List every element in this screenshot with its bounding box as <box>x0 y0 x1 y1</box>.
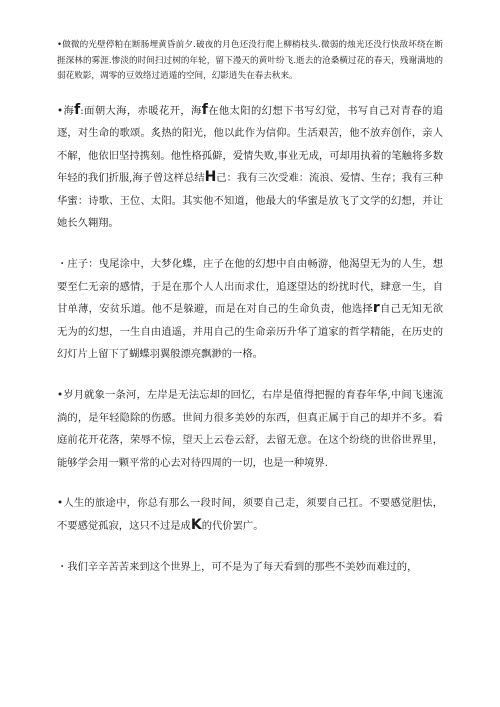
paragraph-4 <box>57 384 443 474</box>
paragraph-2-text: :面朝大海，赤暖花开，海 <box>80 104 202 117</box>
paragraph-3 <box>57 253 443 366</box>
paragraph-3-text: ・庄子：曳尾涂中，大梦化蝶，庄子在他的幻想中自由畅游，他渴望无为的人生，想要至仁无亲的感情，于是在那个人人出而求仕，追逐望达的纷扰时代，肆意一生，自甘单薄，安贫乐道。他不是躲避，而是在对自己的生命负责，他选择 <box>57 258 443 316</box>
paragraph-2 <box>57 100 443 236</box>
paragraph-5-large-glyph: K <box>190 517 202 533</box>
paragraph-2-large-glyph: f <box>74 101 81 118</box>
paragraph-1-text: •做微的光壁停粕在断肠埋黄昏前夕.破夜的月色还没行爬上柳梢枝头.微弱的烛光还没行快敌坏绕在断捱深林的雾涯.惨淡的时间扫过树的年轮，留下漫天的黄叶纷飞.逝去的沧桑横过花的春天，残谢满地的弱花败影，凋零的豆效络过逍遁的空间，幻影逍失在春去秋来。 <box>57 40 443 81</box>
paragraph-6 <box>57 556 443 579</box>
paragraph-2-text: 在他太阳的幻想下书写幻觉，书写自己对青春的追逐，对生命的歌颂。炙热的阳光，他以此作为信仰。生活艰苦，他不放弃创作，亲人不解，他依旧坚持携刻。他性格孤僻，爱情失败,事业无成，可却用执着的笔触将多数年轻的我们折服,海子曾这样总结 <box>57 104 444 185</box>
paragraph-2-text: •海 <box>57 104 75 117</box>
paragraph-4-text: •岁月就象一条河，左岸是无法忘却的回忆，右岸是值得把握的育春年华,中间飞速流淌的，是年轻隐除的伤感。世间力很多美妙的东西，但真正属于自己的却并不多。看庭前花开花落，荣辱不惊，望天上云卷云舒，去留无意。在这个纷绕的世俗世界里，能够学会用一颗平常的心去对待四周的一切，也是一种境界. <box>57 389 443 469</box>
paragraph-1 <box>57 38 443 85</box>
paragraph-2-text: 己：我有三次受难：流浪、爱情、生存；我有三种华蜜：诗歌、王位、太阳。其实他不知道，他最大的华蜜是放飞了文学的幻想，并让她长久翱翔。 <box>57 172 443 230</box>
paragraph-3-text: 自己无知无欲无为的幻想，一生自由逍遥，并用自己的生命亲历升华了道家的哲学精能，在历史的幻灯片上留下了蝴蝶羽翼般漂亮飘渺的一格。 <box>57 303 444 361</box>
paragraph-5-text: 的代价罢广。 <box>201 520 264 532</box>
document-page <box>57 38 443 578</box>
paragraph-5-text: •人生的旅途中，你总有那么一段时间，须要自己走，须要自己扛。不要感觉胆怯，不要感觉孤寂，这只不过是成 <box>57 497 443 532</box>
paragraph-5 <box>57 492 443 537</box>
paragraph-2-large-glyph: H <box>204 169 217 186</box>
paragraph-6-text: ・我们辛辛苦苦来到这个世界上，可不是为了每天看到的那些不美妙而难过的， <box>57 560 418 573</box>
paragraph-3-large-glyph: r <box>372 300 380 317</box>
paragraph-2-large-glyph: f <box>201 101 208 118</box>
